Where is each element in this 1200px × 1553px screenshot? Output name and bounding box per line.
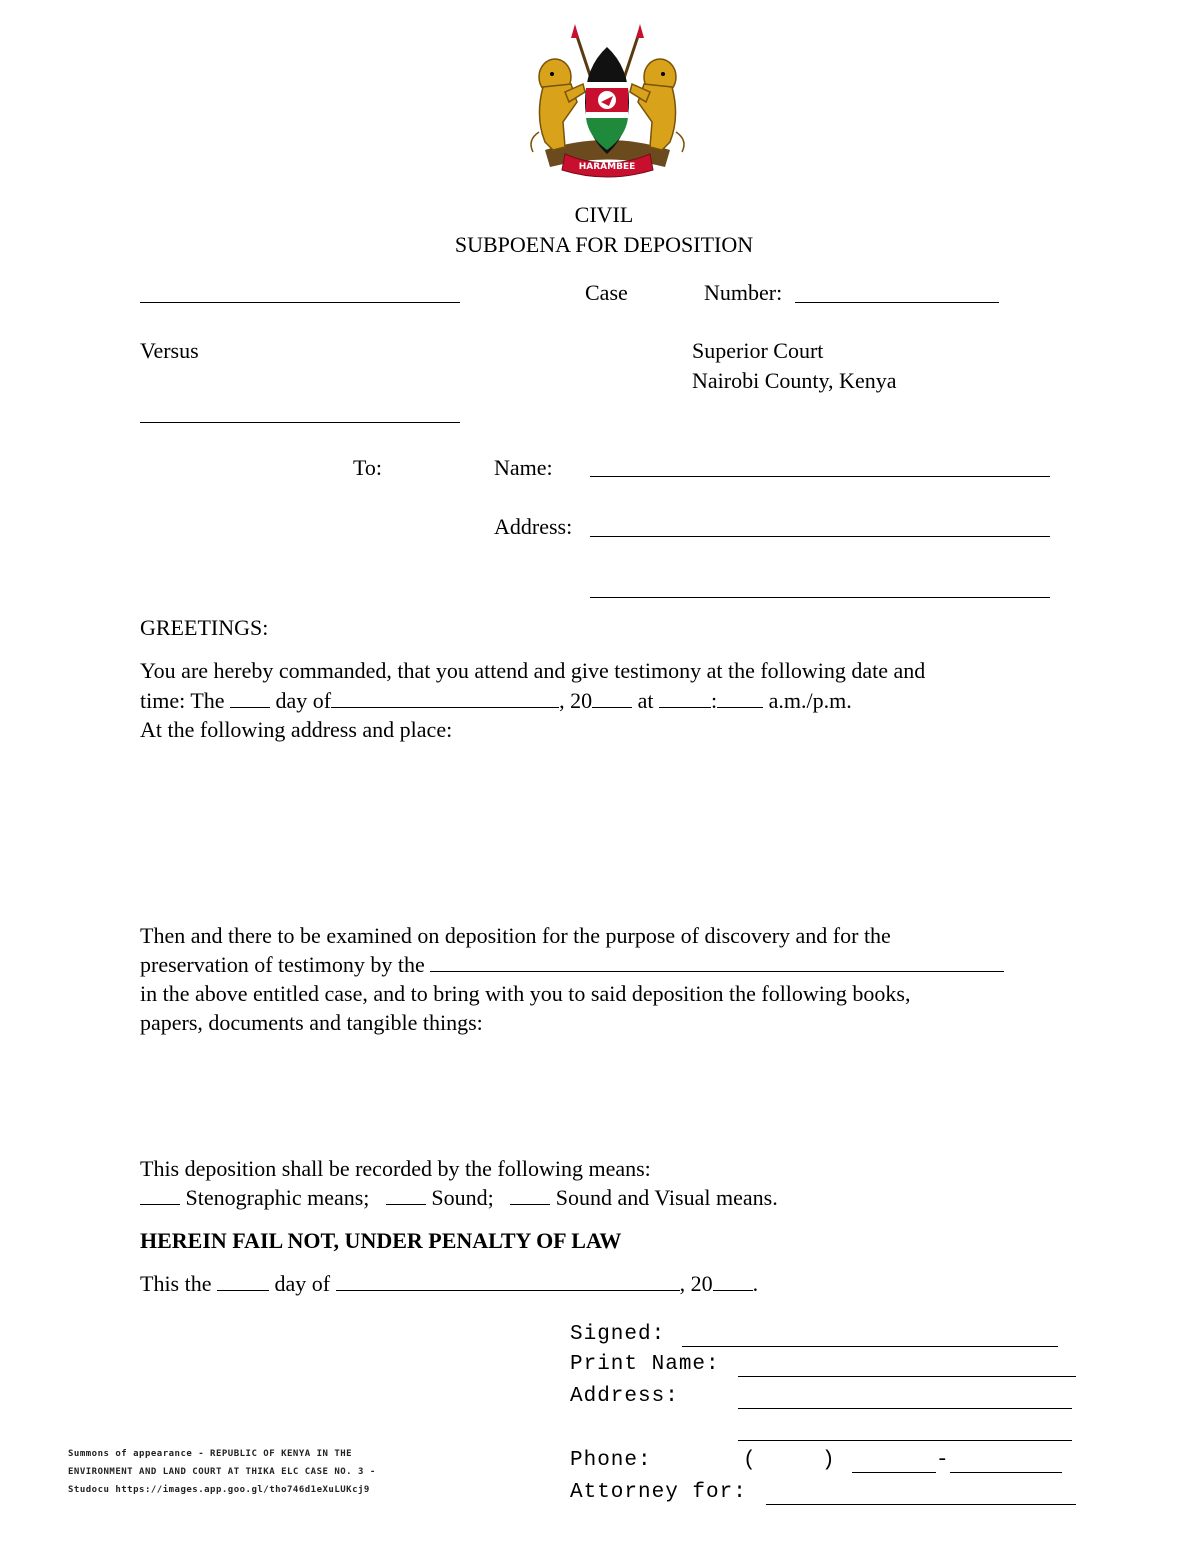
stenographic-label: Stenographic means; xyxy=(185,1185,370,1210)
signer-address-label: Address: xyxy=(570,1385,679,1408)
issue-year-field[interactable] xyxy=(713,1272,753,1291)
issue-year-prefix: , 20 xyxy=(679,1271,713,1296)
greetings: GREETINGS: xyxy=(140,615,269,640)
name-label: Name: xyxy=(494,455,553,480)
attend-minute-field[interactable] xyxy=(717,689,763,708)
signer-address-field-2[interactable] xyxy=(738,1440,1072,1441)
signed-label: Signed: xyxy=(570,1323,666,1346)
recipient-name-field[interactable] xyxy=(590,476,1050,477)
to-label: To: xyxy=(353,455,383,480)
year-prefix: , 20 xyxy=(559,688,593,713)
defendant-line[interactable] xyxy=(140,422,460,423)
issue-date-period: . xyxy=(752,1271,759,1296)
issue-day-of-label: day of xyxy=(274,1271,331,1296)
time-label: time: The xyxy=(140,688,225,713)
phone-paren-close: ) xyxy=(822,1449,836,1472)
day-of-label: day of xyxy=(275,688,332,713)
phone-prefix-field[interactable] xyxy=(852,1472,936,1473)
versus-label: Versus xyxy=(140,338,199,363)
case-number-field[interactable] xyxy=(795,302,999,303)
examination-line-1: Then and there to be examined on deposition for the purpose of discovery and for the xyxy=(140,923,891,948)
preservation-text: preservation of testimony by the xyxy=(140,952,425,977)
time-colon: : xyxy=(711,688,718,713)
phone-number-field[interactable] xyxy=(950,1472,1062,1473)
attend-day-field[interactable] xyxy=(230,689,270,708)
examination-line-4: papers, documents and tangible things: xyxy=(140,1010,483,1035)
command-line-2 xyxy=(140,688,852,714)
footer-note-line-3: Studocu https://images.app.goo.gl/tho746d1eXuLUKcj9 xyxy=(68,1485,370,1495)
print-name-field[interactable] xyxy=(738,1376,1076,1377)
footer-note-line-1: Summons of appearance - REPUBLIC OF KENYA IN THE xyxy=(68,1449,353,1459)
print-name-label: Print Name: xyxy=(570,1353,720,1376)
at-label: at xyxy=(637,688,654,713)
number-label: Number: xyxy=(704,280,783,305)
attorney-for-field[interactable] xyxy=(766,1504,1076,1505)
phone-paren-open: ( xyxy=(743,1449,757,1472)
examination-line-3: in the above entitled case, and to bring with you to said deposition the following books, xyxy=(140,981,911,1006)
phone-label: Phone: xyxy=(570,1449,652,1472)
command-line-1: You are hereby commanded, that you attend and give testimony at the following date and xyxy=(140,658,926,683)
issue-day-field[interactable] xyxy=(217,1272,269,1291)
attend-month-field[interactable] xyxy=(331,689,559,708)
issue-month-field[interactable] xyxy=(336,1272,680,1291)
plaintiff-line[interactable] xyxy=(140,302,460,303)
court-name: Superior Court xyxy=(692,338,824,363)
address-place-label: At the following address and place: xyxy=(140,717,453,742)
recording-means-label: This deposition shall be recorded by the following means: xyxy=(140,1156,651,1181)
sound-visual-checkbox[interactable] xyxy=(510,1186,550,1205)
form-title: SUBPOENA FOR DEPOSITION xyxy=(454,232,754,257)
signer-address-field-1[interactable] xyxy=(738,1408,1072,1409)
emblem-motto: HARAMBEE xyxy=(578,162,636,172)
court-location: Nairobi County, Kenya xyxy=(692,368,897,393)
sound-checkbox[interactable] xyxy=(386,1186,426,1205)
examination-line-2 xyxy=(140,952,1004,978)
this-the-label: This the xyxy=(140,1271,212,1296)
recipient-address-field-1[interactable] xyxy=(590,536,1050,537)
issue-date-line xyxy=(140,1271,758,1297)
party-field[interactable] xyxy=(430,953,1004,972)
recording-options xyxy=(140,1185,778,1211)
case-label: Case xyxy=(585,280,628,305)
attend-year-field[interactable] xyxy=(592,689,632,708)
phone-dash: - xyxy=(936,1449,950,1472)
penalty-warning: HEREIN FAIL NOT, UNDER PENALTY OF LAW xyxy=(140,1228,622,1253)
sound-label: Sound; xyxy=(431,1185,494,1210)
signed-field[interactable] xyxy=(682,1346,1058,1347)
attend-hour-field[interactable] xyxy=(659,689,711,708)
ampm-label: a.m./p.m. xyxy=(768,688,852,713)
footer-note-line-2: ENVIRONMENT AND LAND COURT AT THIKA ELC CASE NO. 3 - xyxy=(68,1467,376,1477)
stenographic-checkbox[interactable] xyxy=(140,1186,180,1205)
coat-of-arms-emblem xyxy=(525,22,690,182)
sound-visual-label: Sound and Visual means. xyxy=(555,1185,778,1210)
form-category: CIVIL xyxy=(574,202,634,227)
address-label: Address: xyxy=(494,514,573,539)
attorney-for-label: Attorney for: xyxy=(570,1481,747,1504)
recipient-address-field-2[interactable] xyxy=(590,597,1050,598)
